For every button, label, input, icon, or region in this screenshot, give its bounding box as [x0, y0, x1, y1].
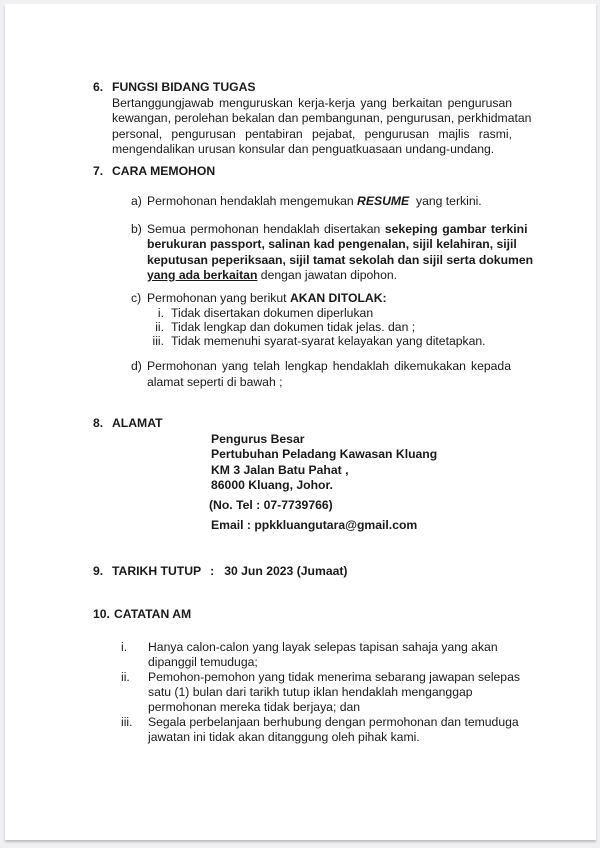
note-line: permohonan mereka tidak berjaya; dan — [148, 699, 361, 714]
item-b-line — [147, 268, 511, 284]
reject-item — [147, 306, 523, 320]
reject-item-number: ii. — [155, 320, 164, 334]
item-d-text — [147, 359, 511, 390]
note-line: satu (1) bulan dari tarikh tutup iklan hendaklah menganggap — [148, 684, 473, 699]
section-7 — [93, 163, 534, 391]
item-a-text — [147, 194, 511, 210]
section-8-title: ALAMAT — [112, 416, 163, 430]
item-b — [131, 221, 534, 284]
item-b-line: berukuran passport, salinan kad pengenalan, sijil kelahiran, sijil — [147, 237, 517, 251]
item-b-label: b) — [131, 221, 142, 236]
section-6-title: FUNGSI BIDANG TUGAS — [112, 80, 256, 94]
item-c-label: c) — [131, 290, 142, 305]
note-line: jawatan ini tidak akan ditanggung oleh pihak kami. — [148, 729, 420, 744]
section-10 — [93, 607, 523, 745]
item-a — [131, 194, 511, 210]
section-6-line: mengendalikan urusan konsular dan penguatkuasaan undang-undang. — [112, 142, 495, 156]
item-b-underlined: yang ada berkaitan — [147, 268, 258, 282]
reject-item-text: Tidak memenuhi syarat-syarat kelayakan yang ditetapkan. — [171, 334, 486, 348]
telephone: (No. Tel : 07-7739766) — [209, 497, 333, 512]
reject-item-text: Tidak lengkap dan dokumen tidak jelas. dan ; — [171, 320, 416, 334]
section-9-separator: : — [210, 563, 215, 578]
section-9-heading — [93, 564, 523, 580]
address-line: KM 3 Jalan Batu Pahat , — [211, 462, 349, 477]
item-d — [131, 359, 511, 390]
item-b-line — [147, 221, 528, 238]
note-line: dipanggil temuduga; — [148, 654, 258, 669]
closing-date: 30 Jun 2023 (Jumaat) — [224, 563, 348, 578]
section-6-heading — [93, 80, 523, 96]
item-a-pre: Permohonan hendaklah mengemukan — [147, 194, 358, 208]
item-b-line1-pre: Semua permohonan hendaklah disertakan — [147, 221, 385, 236]
note-number: iii. — [121, 714, 133, 729]
item-a-label: a) — [131, 194, 142, 208]
reject-item-text: Tidak disertakan dokumen diperlukan — [171, 306, 374, 320]
address-line: Pengurus Besar — [211, 431, 305, 446]
note-line: Segala perbelanjaan berhubung dengan permohonan dan temuduga — [148, 714, 519, 729]
note-item — [119, 640, 519, 670]
section-8-number: 8. — [93, 416, 104, 430]
item-a-post: yang terkini. — [409, 194, 482, 208]
section-7-title: CARA MEMOHON — [112, 163, 216, 178]
section-9 — [93, 564, 523, 580]
reject-item — [147, 334, 523, 348]
resume-emphasis: RESUME — [357, 194, 410, 208]
item-b-text — [147, 221, 534, 284]
address-block — [211, 432, 523, 534]
section-6-number: 6. — [93, 80, 104, 94]
note-line: Hanya calon-calon yang layak selepas tapisan sahaja yang akan — [148, 639, 498, 654]
item-c-bold: AKAN DITOLAK: — [289, 290, 387, 305]
section-8 — [93, 416, 523, 534]
item-b-line: keputusan peperiksaan, sijil tamat sekolah dan sijil serta dokumen — [147, 252, 534, 267]
note-item — [119, 670, 519, 715]
section-7-number: 7. — [93, 163, 104, 178]
note-item — [119, 715, 519, 745]
item-c-text — [147, 291, 511, 307]
document-content — [93, 80, 534, 745]
item-c-pre: Permohonan yang berikut — [147, 290, 290, 305]
section-7-heading — [93, 164, 523, 180]
reject-item-number: i. — [157, 306, 164, 320]
note-number: i. — [121, 639, 128, 654]
section-9-title: TARIKH TUTUP — [112, 563, 202, 578]
notes-list — [93, 640, 523, 745]
section-6-line: Bertanggungjawab menguruskan kerja-kerja yang berkaitan pengurusan — [112, 95, 512, 110]
email: Email : ppkkluangutara@gmail.com — [211, 518, 418, 532]
note-line: Pemohon-pemohon yang tidak menerima sebarang jawapan selepas — [148, 669, 520, 684]
section-9-number: 9. — [93, 563, 104, 578]
reject-item-number: iii. — [152, 334, 164, 348]
section-6 — [93, 80, 532, 158]
section-8-heading — [93, 416, 523, 432]
address-line: Pertubuhan Peladang Kawasan Kluang — [211, 447, 438, 461]
item-d-label: d) — [131, 359, 142, 373]
item-b-line1-bold: sekeping gambar terkini — [384, 221, 528, 236]
item-d-line: alamat seperti di bawah ; — [147, 374, 283, 389]
address-line: 86000 Kluang, Johor. — [211, 478, 333, 492]
reject-item — [147, 320, 523, 334]
section-10-title: CATATAN AM — [114, 607, 192, 621]
item-b-line4-post: dengan jawatan dipohon. — [257, 268, 398, 282]
section-6-line: kewangan, perolehan bekalan dan pembangunan, pengurusan, perkhidmatan — [112, 111, 532, 125]
section-10-number: 10. — [93, 607, 110, 621]
item-d-line: Permohonan yang telah lengkap hendaklah dikemukakan kepada — [147, 359, 511, 373]
section-6-line: personal, pengurusan pentabiran pejabat, pengurusan majlis rasmi, — [112, 126, 512, 141]
section-10-heading — [93, 607, 523, 623]
note-number: ii. — [121, 669, 130, 684]
item-c — [131, 291, 511, 307]
